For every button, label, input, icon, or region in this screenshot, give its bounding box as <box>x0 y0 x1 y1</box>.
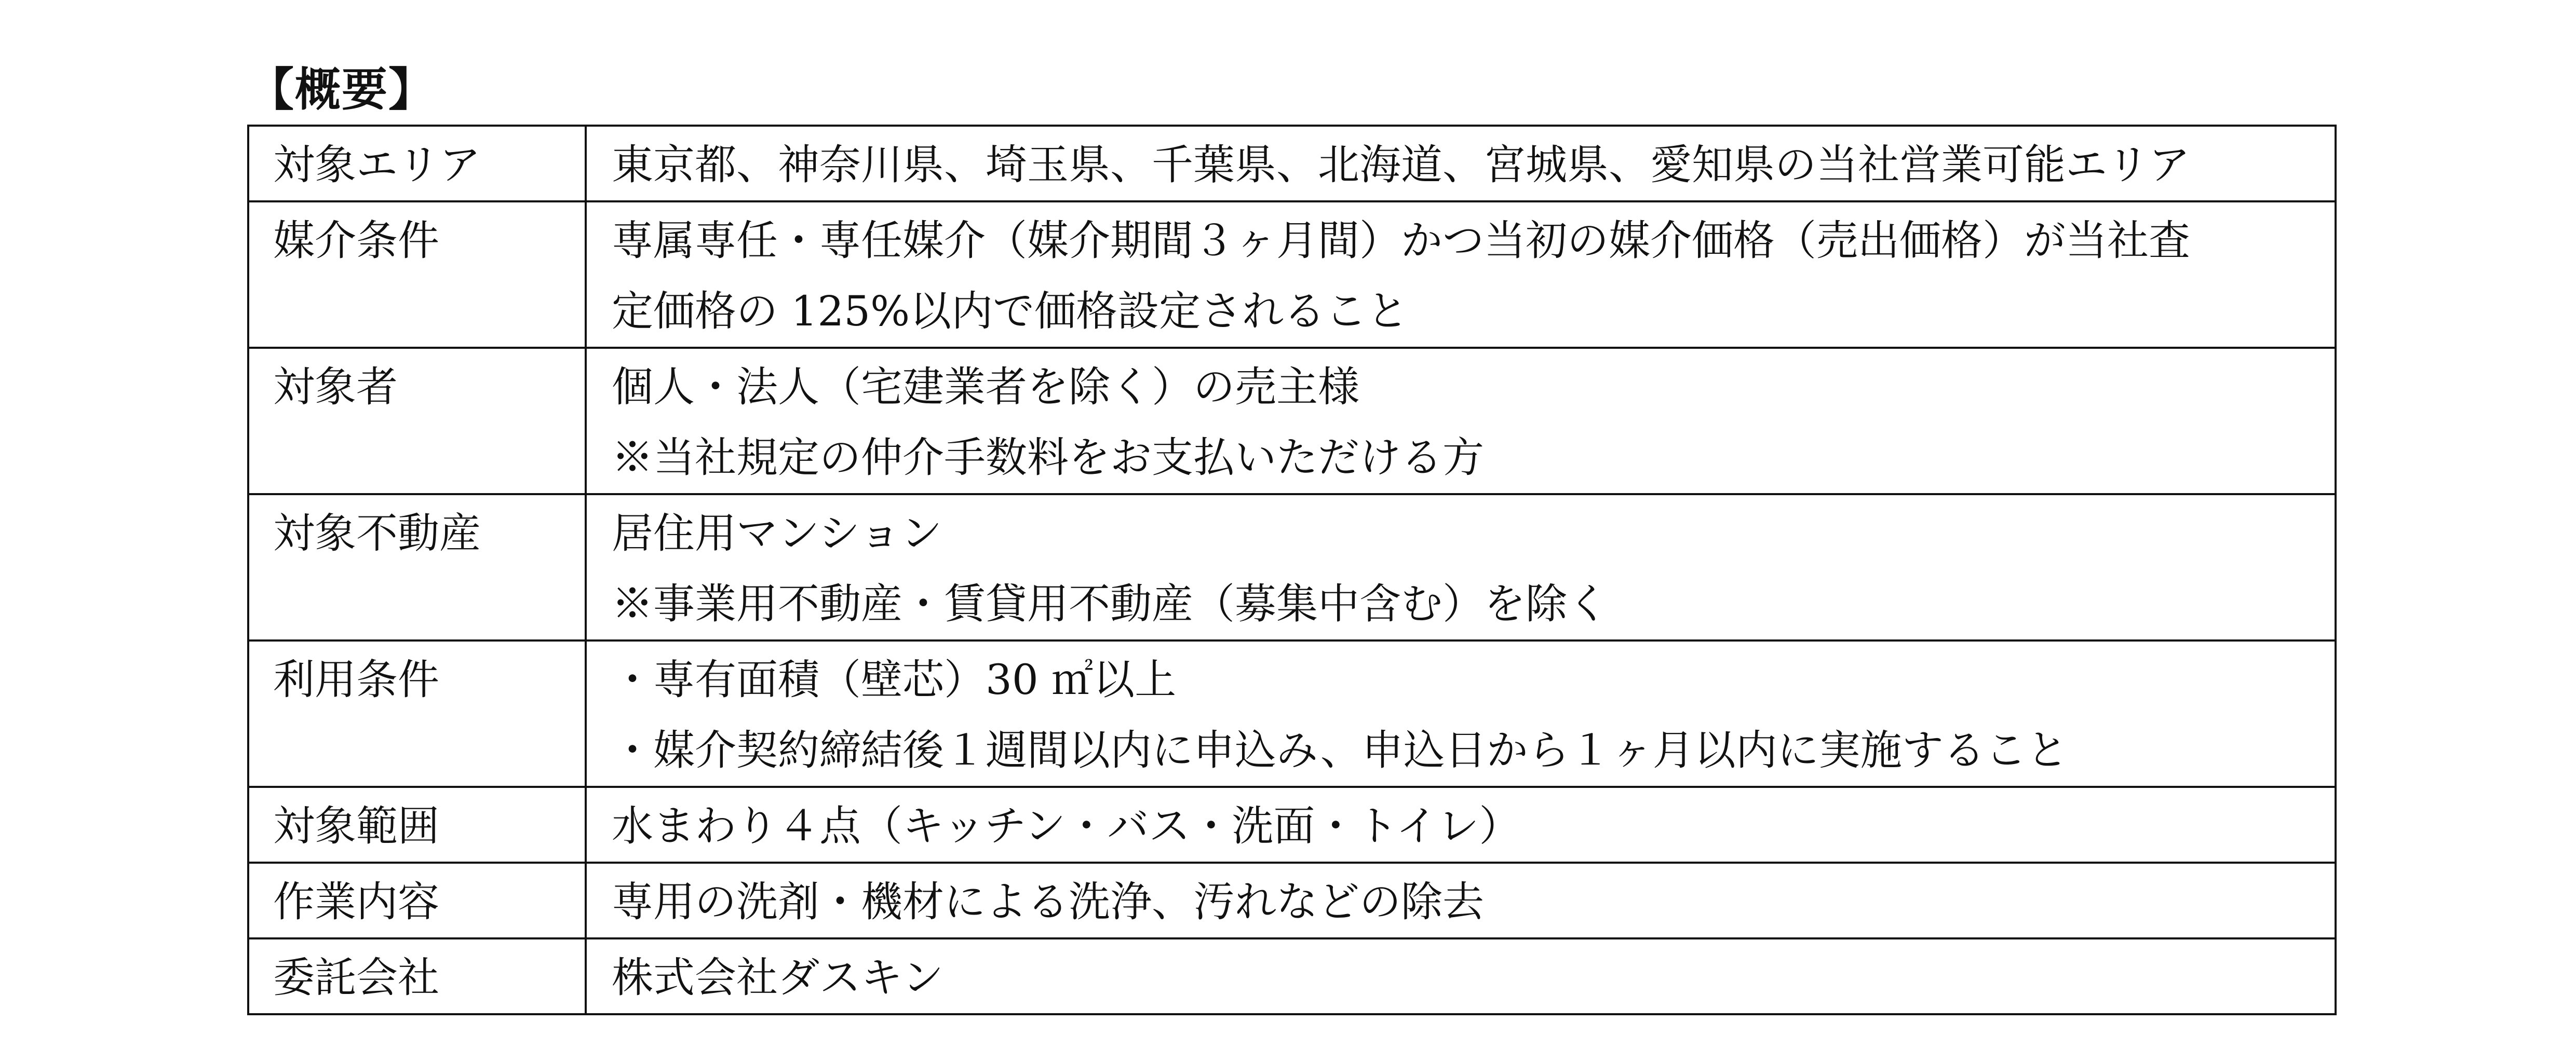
table-row-target-area <box>248 126 2336 201</box>
table-row-usage-conditions <box>248 640 2336 787</box>
row-value-line: ・専有面積（壁芯）30 ㎡以上 <box>612 656 1177 704</box>
table-row-work-content <box>248 863 2336 938</box>
row-value <box>586 787 2336 863</box>
row-label: 対象者 <box>248 348 586 494</box>
summary-table <box>247 125 2337 1015</box>
row-value-line: 定価格の 125%以内で価格設定されること <box>612 287 1409 335</box>
row-value-line: ※事業用不動産・賃貸用不動産（募集中含む）を除く <box>612 580 1609 628</box>
row-label: 利用条件 <box>248 640 586 787</box>
table-row-scope <box>248 787 2336 863</box>
row-value-line: ・媒介契約締結後１週間以内に申込み、申込日から１ヶ月以内に実施すること <box>612 726 2068 774</box>
table-row-contractor <box>248 938 2336 1014</box>
row-label: 対象エリア <box>248 126 586 201</box>
row-value <box>586 938 2336 1014</box>
row-value-line: ※当社規定の仲介手数料をお支払いただける方 <box>612 433 1484 482</box>
row-label: 媒介条件 <box>248 201 586 348</box>
row-label: 委託会社 <box>248 938 586 1014</box>
row-value <box>586 348 2336 494</box>
row-label: 対象不動産 <box>248 494 586 640</box>
table-row-eligible-property <box>248 494 2336 640</box>
row-label: 対象範囲 <box>248 787 586 863</box>
section-heading: 【概要】 <box>248 63 436 116</box>
row-value-line: 個人・法人（宅建業者を除く）の売主様 <box>612 363 1359 411</box>
row-value <box>586 126 2336 201</box>
row-value-line: 水まわり４点（キッチン・バス・洗面・トイレ） <box>612 802 1521 850</box>
table-row-brokerage-conditions <box>248 201 2336 348</box>
row-value <box>586 640 2336 787</box>
row-value-line: 株式会社ダスキン <box>612 953 944 1002</box>
row-value <box>586 863 2336 938</box>
row-value-line: 専属専任・専任媒介（媒介期間３ヶ月間）かつ当初の媒介価格（売出価格）が当社査 <box>612 216 2190 265</box>
table-row-eligible-persons <box>248 348 2336 494</box>
row-label: 作業内容 <box>248 863 586 938</box>
row-value-line: 専用の洗剤・機材による洗浄、汚れなどの除去 <box>612 878 1484 926</box>
row-value <box>586 494 2336 640</box>
row-value-line: 居住用マンション <box>612 509 942 557</box>
row-value-line: 東京都、神奈川県、埼玉県、千葉県、北海道、宮城県、愛知県の当社営業可能エリア <box>612 141 2190 189</box>
row-value <box>586 201 2336 348</box>
